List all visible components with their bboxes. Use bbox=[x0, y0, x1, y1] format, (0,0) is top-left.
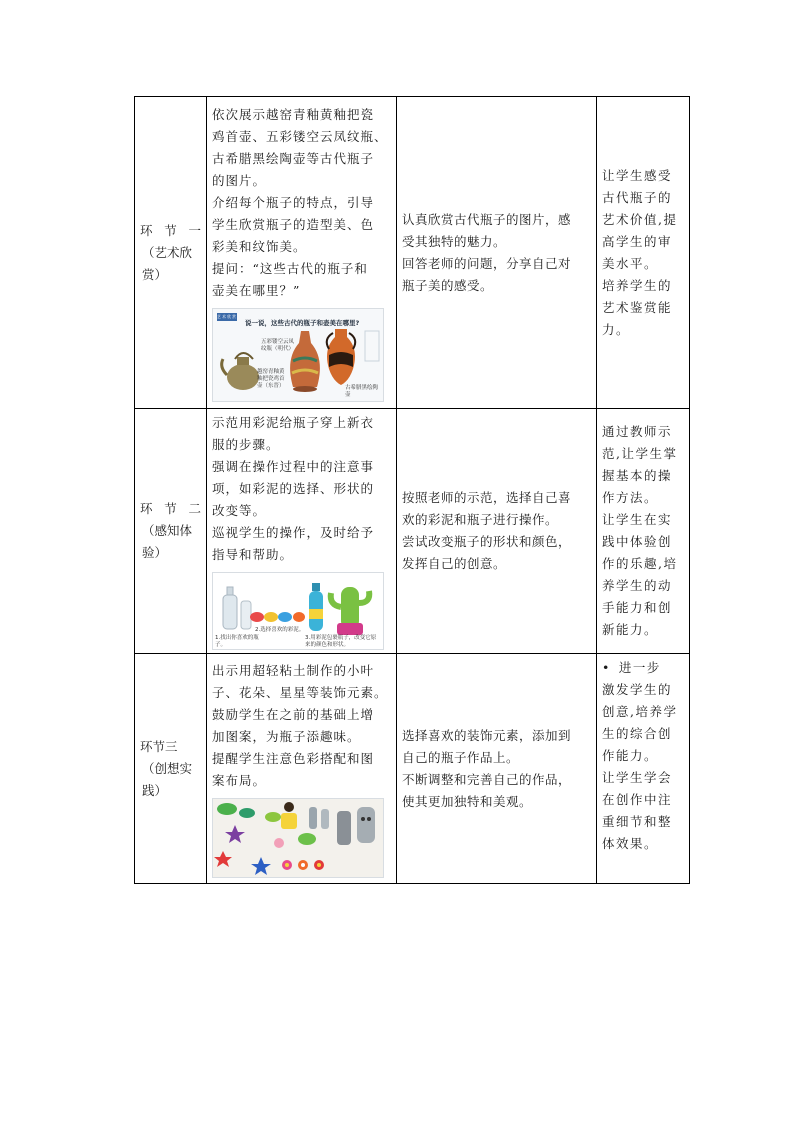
text-line: 的图片。 bbox=[212, 172, 267, 188]
text-line: 范,让学生掌 bbox=[602, 446, 678, 461]
teacher-activity-cell bbox=[207, 97, 397, 409]
text-line: 按照老师的示范，选择自己喜 bbox=[402, 490, 572, 505]
text-line: 力。 bbox=[602, 321, 631, 337]
stage-subtitle: 验） bbox=[142, 545, 168, 560]
text-line: • 进一步 bbox=[602, 660, 661, 675]
text-line: 受其独特的魅力。 bbox=[402, 233, 507, 249]
stage-title: 环 节 一 bbox=[140, 222, 201, 238]
image-caption: 古希腊黑绘陶壶 bbox=[345, 384, 379, 398]
text-line: 介绍每个瓶子的特点，引导 bbox=[212, 194, 375, 210]
clay-balls-icon bbox=[250, 612, 305, 622]
text-line: 欢的彩泥和瓶子进行操作。 bbox=[402, 512, 559, 527]
bottle-icon bbox=[309, 807, 375, 845]
star-icon bbox=[214, 825, 271, 875]
text-line: 在创作中注 bbox=[602, 792, 673, 807]
text-line: 艺术价值,提 bbox=[602, 211, 678, 227]
clay-decorations-image bbox=[212, 798, 384, 878]
lesson-plan-table bbox=[134, 96, 690, 884]
text-line: 彩美和纹饰美。 bbox=[212, 238, 307, 254]
text-line: 尝试改变瓶子的形状和颜色， bbox=[402, 534, 572, 549]
text-line: 新能力。 bbox=[602, 622, 659, 637]
clay-steps-image bbox=[212, 572, 384, 650]
text-line: 加图案，为瓶子添趣味。 bbox=[212, 728, 361, 744]
text-line: 让学生在实 bbox=[602, 512, 673, 527]
text-line: 鸡首壶、五彩镂空云凤纹瓶、 bbox=[212, 128, 388, 144]
stage-subtitle: （感知体 bbox=[142, 523, 193, 538]
stage-cell bbox=[135, 409, 207, 654]
text-line: 美水平。 bbox=[602, 255, 659, 271]
text-line: 艺术鉴赏能 bbox=[602, 299, 673, 315]
text-line: 激发学生的 bbox=[602, 682, 673, 697]
text-line: 服的步骤。 bbox=[212, 437, 280, 452]
text-line: 示范用彩泥给瓶子穿上新衣 bbox=[212, 415, 375, 430]
text-line: 让学生学会 bbox=[602, 770, 673, 785]
text-line: 认真欣赏古代瓶子的图片，感 bbox=[402, 211, 572, 227]
student-activity-cell bbox=[397, 97, 597, 409]
student-activity-cell bbox=[397, 654, 597, 884]
text-line: 生的综合创 bbox=[602, 726, 673, 741]
image-caption: 2.选择喜欢的彩泥。 bbox=[255, 627, 305, 633]
stage-subtitle: 践） bbox=[142, 782, 168, 798]
text-line: 项，如彩泥的选择、形状的 bbox=[212, 481, 375, 496]
text-line: 巡视学生的操作，及时给予 bbox=[212, 525, 375, 540]
image-caption: 五彩镂空云凤纹瓶（明代） bbox=[261, 338, 295, 352]
design-intent-cell bbox=[597, 97, 690, 409]
text-line: 创意,培养学 bbox=[602, 704, 678, 719]
design-intent-cell bbox=[597, 409, 690, 654]
text-line: 作能力。 bbox=[602, 748, 659, 763]
text-line: 高学生的审 bbox=[602, 233, 673, 249]
covered-bottle-icon bbox=[309, 583, 323, 631]
text-line: 通过教师示 bbox=[602, 424, 673, 439]
text-line: 手能力和创 bbox=[602, 600, 673, 615]
flower-icon bbox=[274, 838, 324, 870]
text-line: 培养学生的 bbox=[602, 277, 673, 293]
table-row bbox=[135, 654, 690, 884]
child-figure-icon bbox=[281, 802, 297, 829]
table-row bbox=[135, 97, 690, 409]
student-activity-cell bbox=[397, 409, 597, 654]
text-line: 案布局。 bbox=[212, 772, 267, 788]
image-caption: 越窑青釉黄釉把瓷鸡首壶（东晋） bbox=[257, 368, 285, 389]
text-line: 发挥自己的创意。 bbox=[402, 556, 507, 571]
text-line: 自己的瓶子作品上。 bbox=[402, 749, 520, 765]
bottle-icon bbox=[223, 587, 251, 629]
text-line: 选择喜欢的装饰元素，添加到 bbox=[402, 727, 572, 743]
teacher-activity-cell bbox=[207, 654, 397, 884]
image-caption: 1.找出你喜欢的瓶子。 bbox=[215, 635, 259, 648]
stage-subtitle: 赏） bbox=[142, 266, 168, 282]
stage-cell bbox=[135, 654, 207, 884]
text-line: 回答老师的问题，分享自己对 bbox=[402, 255, 572, 271]
bullet-icon: • bbox=[602, 660, 611, 675]
text-line: 不断调整和完善自己的作品， bbox=[402, 771, 572, 787]
text-line: 改变等。 bbox=[212, 503, 267, 518]
text-line: 养学生的动 bbox=[602, 578, 673, 593]
text-line: 握基本的操 bbox=[602, 468, 673, 483]
decorations-illustration bbox=[213, 799, 383, 877]
ancient-vessels-image bbox=[212, 308, 384, 402]
text-line: 重细节和整 bbox=[602, 814, 673, 829]
text-line: 作的乐趣,培 bbox=[602, 556, 678, 571]
text-line: 学生欣赏瓶子的造型美、色 bbox=[212, 216, 375, 232]
amphora-icon bbox=[327, 329, 356, 385]
image-caption: 3.用彩泥包裹瓶子，改变它原来的颜色和形状。 bbox=[305, 635, 377, 648]
stage-subtitle: （艺术欣 bbox=[142, 244, 193, 260]
text-line: 瓶子美的感受。 bbox=[402, 277, 494, 293]
stage-title: 环节三 bbox=[140, 738, 178, 754]
text-line: 体效果。 bbox=[602, 836, 659, 851]
text-line: 提醒学生注意色彩搭配和图 bbox=[212, 750, 375, 766]
text-line: 让学生感受 bbox=[602, 167, 673, 183]
stage-title: 环 节 二 bbox=[140, 501, 201, 516]
teapot-icon bbox=[222, 353, 259, 390]
text-line: 鼓励学生在之前的基础上增 bbox=[212, 706, 375, 722]
cactus-bottle-icon bbox=[331, 587, 370, 635]
image-logo: 艺术欣赏 bbox=[217, 313, 237, 319]
stage-subtitle: （创想实 bbox=[142, 760, 193, 776]
stage-cell bbox=[135, 97, 207, 409]
text-line: 提问：“这些古代的瓶子和 bbox=[212, 260, 368, 276]
text-line: 强调在操作过程中的注意事 bbox=[212, 459, 375, 474]
text-line: 依次展示越窑青釉黄釉把瓷 bbox=[212, 106, 375, 122]
text-line: 古代瓶子的 bbox=[602, 189, 673, 205]
text-line: 践中体验创 bbox=[602, 534, 673, 549]
design-intent-cell bbox=[597, 654, 690, 884]
text-line: 使其更加独特和美观。 bbox=[402, 793, 533, 809]
text-line: 指导和帮助。 bbox=[212, 547, 294, 562]
text-line: 古希腊黑绘陶壶等古代瓶子 bbox=[212, 150, 375, 166]
image-heading: 说一说，这些古代的瓶子和壶美在哪里? bbox=[245, 318, 360, 327]
teacher-activity-cell bbox=[207, 409, 397, 654]
text-line: 作方法。 bbox=[602, 490, 659, 505]
text-line: 子、花朵、星星等装饰元素。 bbox=[212, 684, 388, 700]
text-line: 出示用超轻粘土制作的小叶 bbox=[212, 662, 375, 678]
table-row bbox=[135, 409, 690, 654]
text-line: 壶美在哪里？” bbox=[212, 282, 301, 298]
